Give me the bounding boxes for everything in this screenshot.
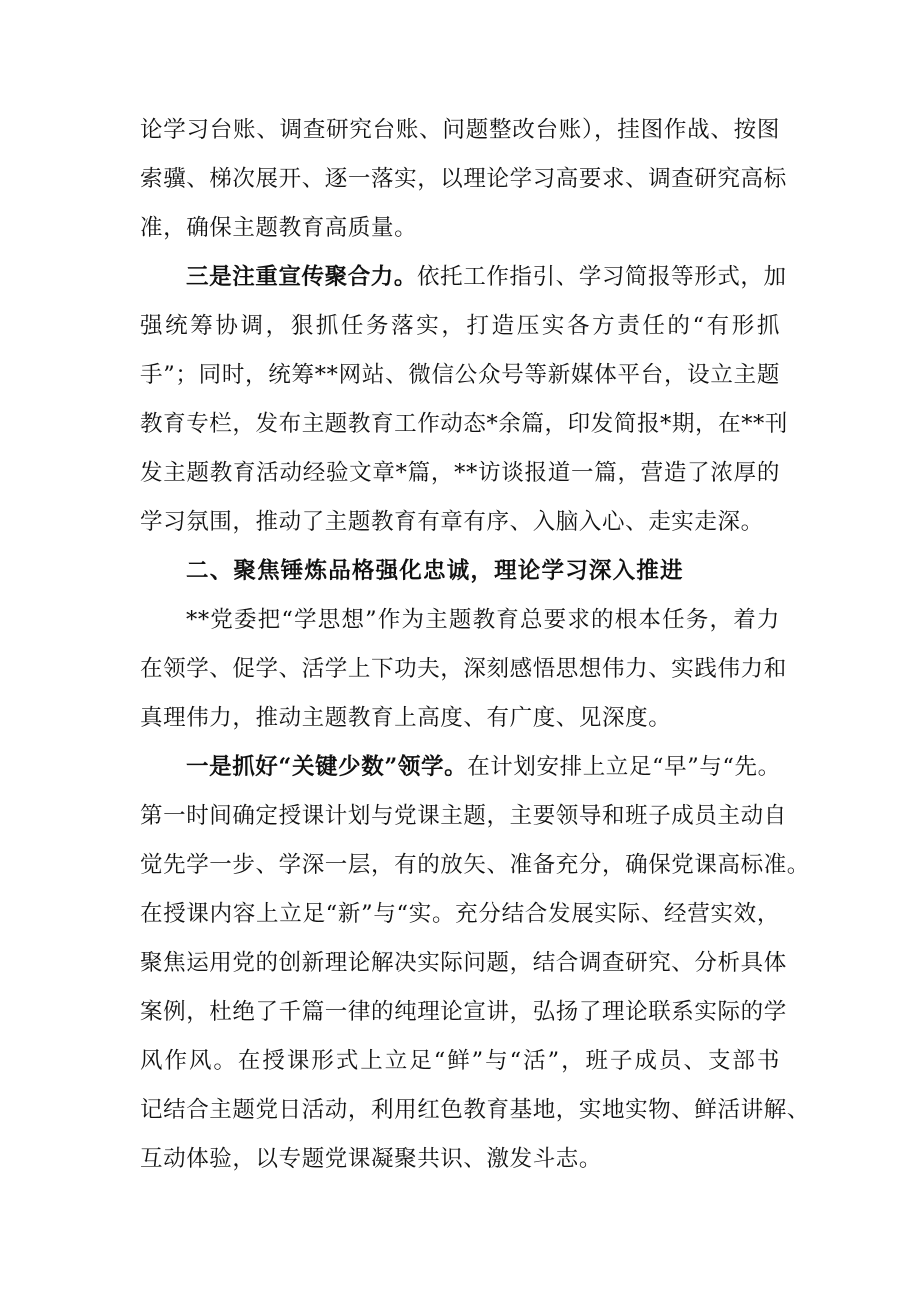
p2-line-5: 发主题教育活动经验文章*篇，**访谈报道一篇，营造了浓厚的 bbox=[140, 460, 780, 486]
p4-line-1 bbox=[186, 743, 780, 791]
p1-line-1: 论学习台账、调查研究台账、问题整改台账），挂图作战、按图 bbox=[140, 117, 780, 143]
p4-line-3: 觉先学一步、学深一层，有的放矢、准备充分，确保党课高标准。 bbox=[140, 852, 810, 878]
p2-line-2: 强统筹协调，狠抓任务落实，打造压实各方责任的“有形抓 bbox=[140, 313, 780, 339]
p4-line-6: 案例，杜绝了千篇一律的纯理论宣讲，弘扬了理论联系实际的学 bbox=[140, 999, 787, 1025]
p2-line-1-rest: 依托工作指引、学习简报等形式，加 bbox=[417, 264, 787, 290]
p1-line-3: 准，确保主题教育高质量。 bbox=[140, 215, 418, 241]
p2-line-1 bbox=[186, 253, 787, 301]
p4-line-8: 记结合主题党日活动，利用红色教育基地，实地实物、鲜活讲解、 bbox=[140, 1097, 810, 1123]
p3-line-3: 真理伟力，推动主题教育上高度、有广度、见深度。 bbox=[140, 705, 672, 731]
p4-line-9: 互动体验，以专题党课凝聚共识、激发斗志。 bbox=[140, 1146, 603, 1172]
p4-line-7: 风作风。在授课形式上立足“鲜”与“活”，班子成员、支部书 bbox=[140, 1048, 780, 1074]
p2-lead: 三是注重宣传聚合力。 bbox=[186, 264, 418, 290]
p3-line-2: 在领学、促学、活学上下功夫，深刻感悟思想伟力、实践伟力和 bbox=[140, 656, 787, 682]
section-heading: 二、聚焦锤炼品格强化忠诚，理论学习深入推进 bbox=[186, 558, 684, 584]
p1-line-2: 索骥、梯次展开、逐一落实，以理论学习高要求、调查研究高标 bbox=[140, 166, 787, 192]
p2-line-3: 手”；同时，统筹**网站、微信公众号等新媒体平台，设立主题 bbox=[140, 362, 780, 388]
p4-line-4: 在授课内容上立足“新”与“实。充分结合发展实际、经营实效， bbox=[140, 901, 780, 927]
p4-lead: 一是抓好“关键少数”领学。 bbox=[186, 754, 468, 780]
p2-line-4: 教育专栏，发布主题教育工作动态*余篇，印发简报*期，在**刊 bbox=[140, 411, 789, 437]
p3-line-1: **党委把“学思想”作为主题教育总要求的根本任务，着力 bbox=[186, 607, 780, 633]
p2-line-6: 学习氛围，推动了主题教育有章有序、入脑入心、走实走深。 bbox=[140, 509, 764, 535]
p4-line-5: 聚焦运用党的创新理论解决实际问题，结合调查研究、分析具体 bbox=[140, 950, 787, 976]
p4-line-1-rest: 在计划安排上立足“早”与“先。 bbox=[467, 754, 781, 780]
p4-line-2: 第一时间确定授课计划与党课主题，主要领导和班子成员主动自 bbox=[140, 803, 787, 829]
